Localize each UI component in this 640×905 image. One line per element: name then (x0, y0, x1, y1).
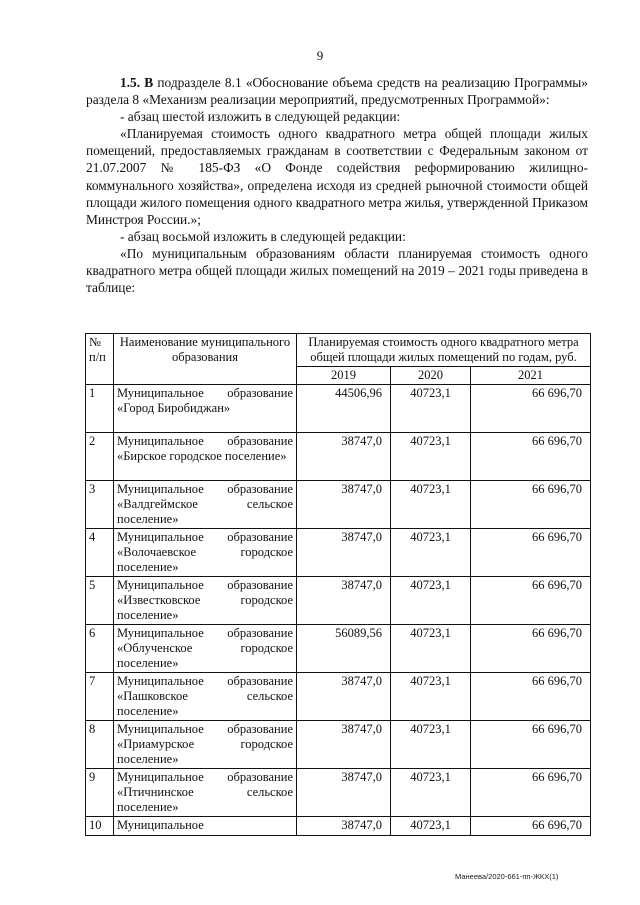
row-value-2021: 66 696,70 (471, 673, 591, 721)
paragraph-1-text: подразделе 8.1 «Обоснование объема средств на реализацию Программы» раздела 8 «Механизм реализации мероприятий, предусмотренных Программой»: (86, 75, 588, 108)
table-row (86, 721, 591, 769)
table-row (86, 625, 591, 673)
row-number: 10 (86, 817, 114, 836)
page-number: 9 (316, 48, 324, 63)
paragraph-1 (86, 74, 588, 108)
row-name: Муниципальное образование «Валдгеймское сельское поселение» (114, 481, 297, 529)
paragraph-5: «По муниципальным образованиям области планируемая стоимость одного квадратного метра общей площади жилых помещений на 2019 – 2021 годы приведена в таблице: (86, 245, 588, 296)
row-name: Муниципальное образование «Облученское городское поселение» (114, 625, 297, 673)
paragraph-2: - абзац шестой изложить в следующей редакции: (120, 109, 401, 125)
row-value-2020: 40723,1 (391, 721, 471, 769)
table-row (86, 769, 591, 817)
header-price: Планируемая стоимость одного квадратного метра общей площади жилых помещений по годам, руб. (297, 334, 591, 367)
row-name: Муниципальное образование «Пашковское сельское поселение» (114, 673, 297, 721)
row-value-2019: 38747,0 (297, 673, 391, 721)
document-identifier: Манеева/2020-661-пп-ЖКХ(1) (455, 872, 559, 881)
row-name: Муниципальное образование «Бирское городское поселение» (114, 433, 297, 481)
table-row (86, 529, 591, 577)
row-value-2019: 38747,0 (297, 529, 391, 577)
paragraph-1-lead: 1.5. В (120, 75, 154, 90)
row-name: Муниципальное образование «Волочаевское городское поселение» (114, 529, 297, 577)
row-number: 3 (86, 481, 114, 529)
row-value-2020: 40723,1 (391, 577, 471, 625)
row-value-2021: 66 696,70 (471, 817, 591, 836)
paragraph-3: «Планируемая стоимость одного квадратного метра общей площади жилых помещений, предоставляемых гражданам в соответствии с Федеральным законом от 21.07.2007 № 185-ФЗ «О Фонде содействия реформированию жилищно-коммунального хозяйства», определена исходя из средней рыночной стоимости общей площади жилого помещения одного квадратного метра жилья, утвержденной Приказом Минстроя России.»; (86, 126, 588, 227)
row-value-2021: 66 696,70 (471, 577, 591, 625)
paragraph-4: - абзац восьмой изложить в следующей редакции: (120, 228, 406, 244)
table-row (86, 673, 591, 721)
row-number: 9 (86, 769, 114, 817)
header-year-2021: 2021 (471, 367, 591, 385)
row-value-2019: 38747,0 (297, 577, 391, 625)
row-value-2020: 40723,1 (391, 769, 471, 817)
document-body (86, 74, 588, 296)
row-number: 2 (86, 433, 114, 481)
row-value-2021: 66 696,70 (471, 385, 591, 433)
row-value-2020: 40723,1 (391, 625, 471, 673)
row-value-2021: 66 696,70 (471, 529, 591, 577)
row-name: Муниципальное образование «Приамурское городское поселение» (114, 721, 297, 769)
header-name: Наименование муниципального образования (114, 334, 297, 385)
row-name: Муниципальное образование «Город Биробиджан» (114, 385, 297, 433)
header-number: № п/п (86, 334, 114, 385)
row-name: Муниципальное образование «Известковское городское поселение» (114, 577, 297, 625)
row-value-2020: 40723,1 (391, 673, 471, 721)
row-value-2020: 40723,1 (391, 481, 471, 529)
row-value-2020: 40723,1 (391, 385, 471, 433)
row-value-2021: 66 696,70 (471, 481, 591, 529)
row-name: Муниципальное образование «Птичнинское сельское поселение» (114, 769, 297, 817)
row-value-2019: 44506,96 (297, 385, 391, 433)
row-number: 5 (86, 577, 114, 625)
row-number: 7 (86, 673, 114, 721)
row-value-2020: 40723,1 (391, 817, 471, 836)
table-row (86, 433, 591, 481)
row-value-2021: 66 696,70 (471, 721, 591, 769)
row-value-2019: 38747,0 (297, 433, 391, 481)
row-value-2019: 38747,0 (297, 721, 391, 769)
table-row (86, 817, 591, 836)
row-number: 8 (86, 721, 114, 769)
row-value-2021: 66 696,70 (471, 625, 591, 673)
row-number: 4 (86, 529, 114, 577)
row-value-2021: 66 696,70 (471, 769, 591, 817)
row-number: 6 (86, 625, 114, 673)
row-value-2020: 40723,1 (391, 433, 471, 481)
row-value-2019: 38747,0 (297, 481, 391, 529)
row-value-2019: 38747,0 (297, 817, 391, 836)
header-year-2020: 2020 (391, 367, 471, 385)
row-value-2019: 56089,56 (297, 625, 391, 673)
row-value-2021: 66 696,70 (471, 433, 591, 481)
table-row (86, 481, 591, 529)
header-year-2019: 2019 (297, 367, 391, 385)
row-value-2019: 38747,0 (297, 769, 391, 817)
price-table (85, 333, 591, 836)
table-row (86, 577, 591, 625)
row-value-2020: 40723,1 (391, 529, 471, 577)
row-number: 1 (86, 385, 114, 433)
row-name: Муниципальное (114, 817, 297, 836)
table-row (86, 385, 591, 433)
